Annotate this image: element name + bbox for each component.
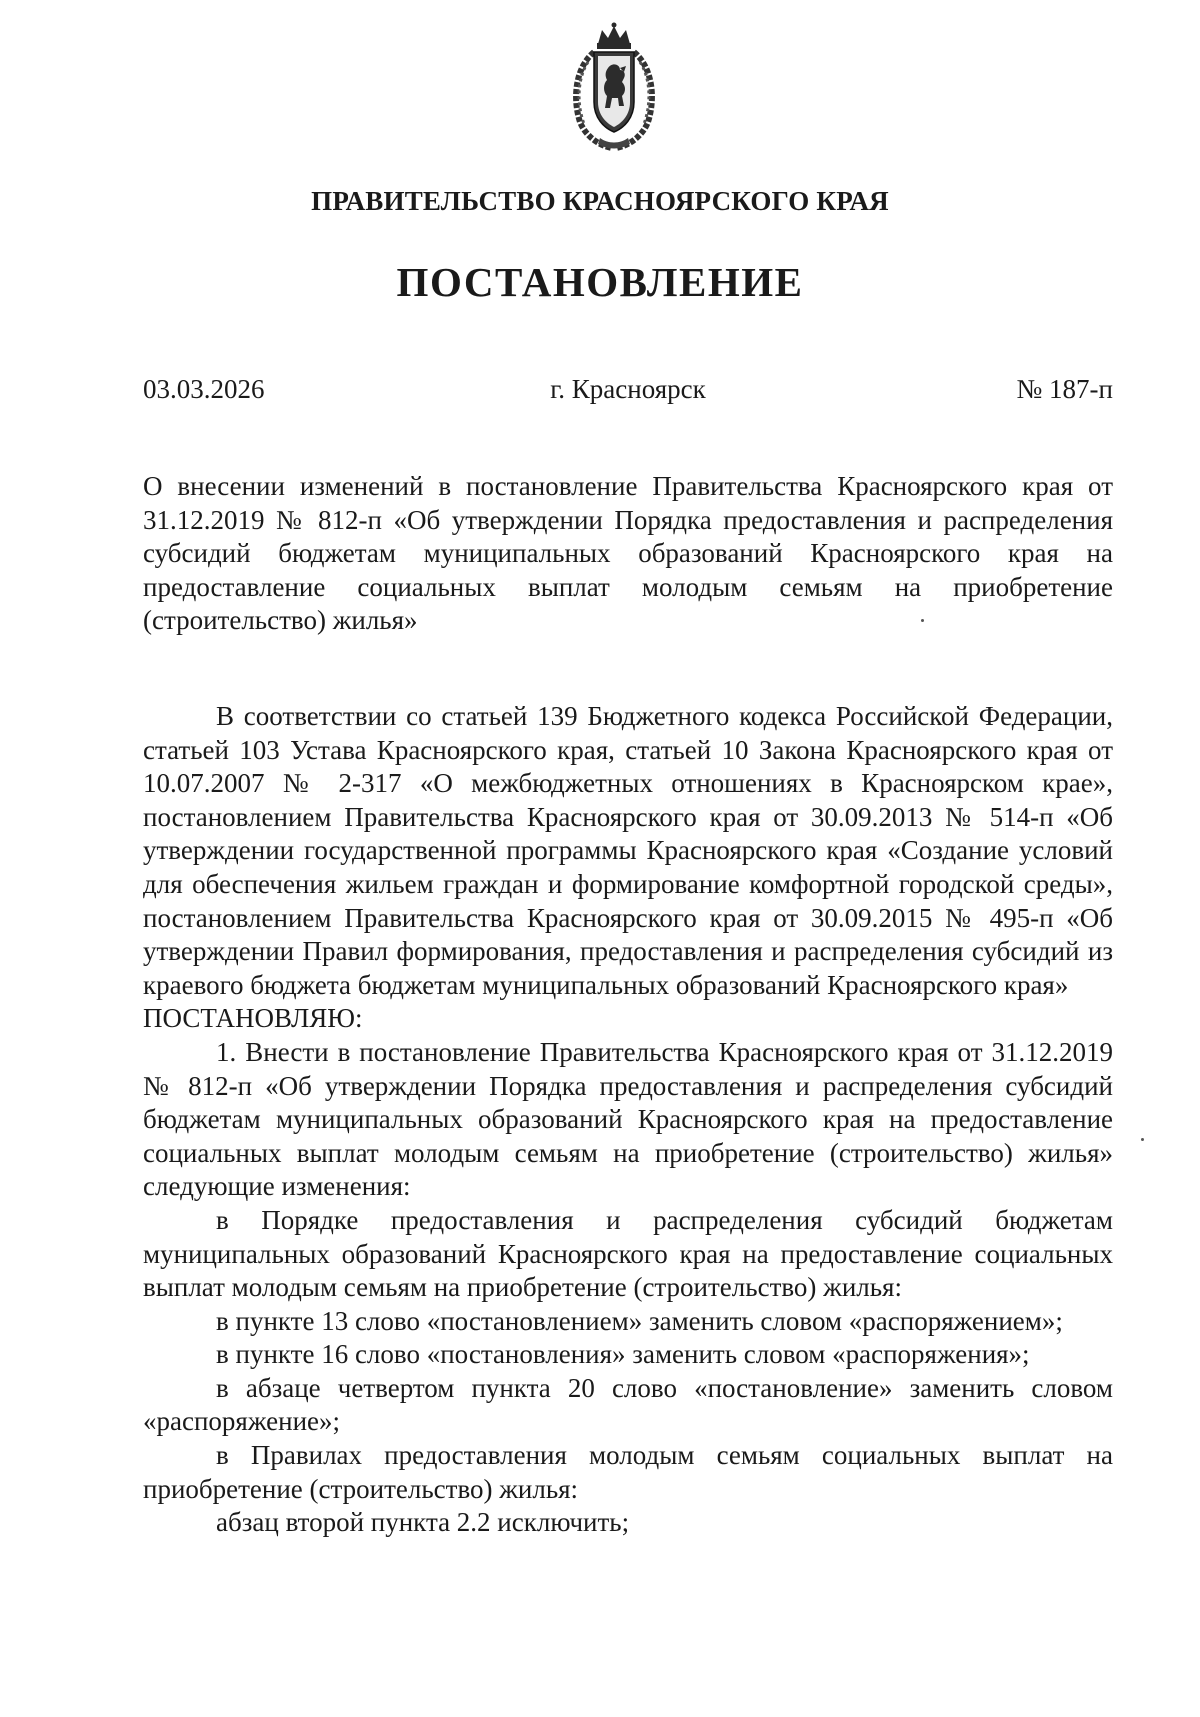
- document-type-title: ПОСТАНОВЛЕНИЕ: [396, 259, 804, 305]
- body-paragraph: в Порядке предоставления и распределения субсидий бюджетам муниципальных образований Красноярского края на предоставление социальных выплат молодым семьям на приобретение (строительство) жилья:: [143, 1204, 1113, 1303]
- body-paragraph: в Правилах предоставления молодым семьям социальных выплат на приобретение (строительство) жилья:: [143, 1440, 1113, 1504]
- body-paragraph: в пункте 16 слово «постановления» заменить словом «распоряжения»;: [216, 1339, 1030, 1370]
- coat-of-arms-icon: [564, 22, 664, 154]
- scan-speck: [921, 619, 924, 622]
- document-number: № 187-п: [1016, 374, 1113, 404]
- document-subject: О внесении изменений в постановление Правительства Красноярского края от 31.12.2019 № 812-п «Об утверждении Порядка предоставления и распределения субсидий бюджетам муниципальных образований Красноярского края на предоставление социальных выплат молодым семьям на приобретение (строительство) жилья»: [143, 471, 1113, 636]
- document-city: г. Красноярск: [550, 374, 706, 404]
- resolve-statement: ПОСТАНОВЛЯЮ:: [143, 1003, 363, 1034]
- preamble-paragraph: В соответствии со статьей 139 Бюджетного кодекса Российской Федерации, статьей 103 Устава Красноярского края, статьей 10 Закона Красноярского края от 10.07.2007 № 2-317 «О межбюджетных отношениях в Красноярском крае», постановлением Правительства Красноярского края от 30.09.2013 № 514-п «Об утверждении государственной программы Красноярского края «Создание условий для обеспечения жильем граждан и формирование комфортной городской среды», постановлением Правительства Красноярского края от 30.09.2015 № 495-п «Об утверждении Правил формирования, предоставления и распределения субсидий из краевого бюджета бюджетам муниципальных образований Красноярского края»: [143, 701, 1113, 1000]
- body-paragraph: абзац второй пункта 2.2 исключить;: [216, 1507, 630, 1538]
- body-paragraph: 1. Внести в постановление Правительства Красноярского края от 31.12.2019 № 812-п «Об утверждении Порядка предоставления и распределения субсидий бюджетам муниципальных образований Красноярского края на предоставление социальных выплат молодым семьям на приобретение (строительство) жилья» следующие изменения:: [143, 1036, 1113, 1202]
- document-meta-row: [143, 374, 1113, 408]
- scan-speck: [1141, 1138, 1144, 1141]
- body-paragraph: в пункте 13 слово «постановлением» заменить словом «распоряжением»;: [216, 1305, 1063, 1336]
- document-body: [143, 700, 1113, 1540]
- body-paragraph: в абзаце четвертом пункта 20 слово «постановление» заменить словом «распоряжение»;: [143, 1372, 1113, 1437]
- government-name: ПРАВИТЕЛЬСТВО КРАСНОЯРСКОГО КРАЯ: [311, 186, 889, 216]
- document-date: 03.03.2026: [143, 374, 265, 404]
